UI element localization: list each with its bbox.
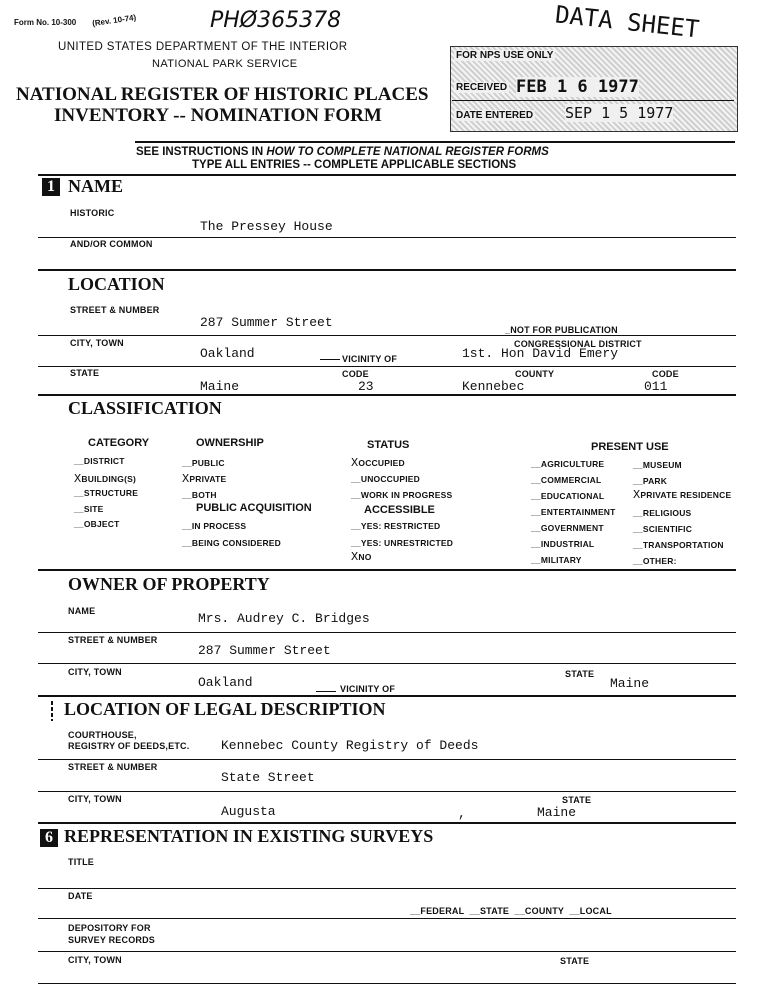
use-scientific: __SCIENTIFIC: [633, 524, 693, 534]
owner-name-value: Mrs. Audrey C. Bridges: [198, 611, 370, 626]
category-district: __DISTRICT: [74, 456, 125, 466]
status-heading: STATUS: [367, 439, 410, 451]
courthouse-label-1: COURTHOUSE,: [68, 730, 137, 740]
historic-label: HISTORIC: [70, 208, 115, 218]
data-sheet-stamp: DATA SHEET: [553, 0, 701, 44]
courthouse-rule: [38, 759, 736, 760]
x-mark: X: [74, 472, 82, 486]
use-agriculture: __AGRICULTURE: [531, 459, 605, 469]
margin-mark: [51, 701, 53, 721]
survey-levels: __FEDERAL __STATE __COUNTY __LOCAL: [410, 906, 612, 916]
ownership-private-label: PRIVATE: [189, 474, 227, 484]
instructions-italic: HOW TO COMPLETE NATIONAL REGISTER FORMS: [266, 146, 549, 158]
use-other: __OTHER:: [633, 556, 677, 566]
handwritten-id: PHØ365378: [210, 8, 342, 33]
category-heading: CATEGORY: [88, 437, 150, 449]
owner-name-label: NAME: [68, 606, 96, 616]
owner-state-label: STATE: [565, 669, 595, 679]
location-city-label: CITY, TOWN: [70, 338, 124, 348]
owner-vicinity-blank: [316, 691, 336, 692]
section5-top-rule: [38, 695, 736, 697]
instructions-line2: TYPE ALL ENTRIES -- COMPLETE APPLICABLE SECTIONS: [192, 159, 517, 171]
form-title-line2: INVENTORY -- NOMINATION FORM: [54, 105, 382, 126]
section1-title: NAME: [68, 176, 123, 196]
section3-title: CLASSIFICATION: [68, 398, 222, 418]
location-code-value: 23: [358, 379, 374, 394]
category-site: __SITE: [74, 504, 104, 514]
location-street-rule: [38, 335, 736, 336]
use-private-residence: [633, 488, 731, 502]
date-entered-stamp: SEP 1 5 1977: [565, 104, 674, 122]
legal-state-value: Maine: [537, 805, 577, 820]
instructions-prefix: SEE INSTRUCTIONS IN: [136, 146, 267, 158]
location-code2-label: CODE: [652, 369, 679, 379]
status-work-in-progress: __WORK IN PROGRESS: [351, 490, 453, 500]
status-unoccupied: __UNOCCUPIED: [351, 474, 420, 484]
owner-name-rule: [38, 632, 736, 633]
courthouse-label-2: REGISTRY OF DEEDS,ETC.: [68, 741, 190, 751]
courthouse-value: Kennebec County Registry of Deeds: [221, 738, 479, 753]
accessible-restricted: __YES: RESTRICTED: [351, 521, 441, 531]
nps-use-label: FOR NPS USE ONLY: [456, 50, 554, 61]
survey-title-label: TITLE: [68, 857, 94, 867]
location-state-value: Maine: [200, 379, 240, 394]
legal-state-label: STATE: [562, 795, 592, 805]
category-structure: __STRUCTURE: [74, 488, 139, 498]
received-label: RECEIVED: [456, 82, 508, 93]
location-code2-value: 011: [644, 379, 668, 394]
owner-street-rule: [38, 663, 736, 664]
owner-street-value: 287 Summer Street: [198, 643, 331, 658]
survey-city-label: CITY, TOWN: [68, 955, 122, 965]
section6-title: REPRESENTATION IN EXISTING SURVEYS: [64, 826, 434, 846]
location-street-value: 287 Summer Street: [200, 315, 333, 330]
status-occupied: [351, 456, 405, 470]
section2-top-rule: [38, 269, 736, 271]
form-title-line1: NATIONAL REGISTER OF HISTORIC PLACES: [16, 84, 429, 105]
congressional-value: 1st. Hon David Emery: [462, 346, 619, 361]
received-underline: [452, 100, 734, 101]
received-stamp: FEB 1 6 1977: [516, 77, 639, 97]
section4-top-rule: [38, 569, 736, 571]
ownership-heading: OWNERSHIP: [196, 437, 264, 449]
congressional-label: CONGRESSIONAL DISTRICT: [514, 339, 642, 349]
survey-date-rule: [38, 918, 736, 919]
survey-state-label: STATE: [560, 956, 590, 966]
ownership-both: __BOTH: [182, 490, 217, 500]
owner-city-label: CITY, TOWN: [68, 667, 122, 677]
use-religious: __RELIGIOUS: [633, 508, 692, 518]
form-revision: (Rev. 10-74): [91, 12, 137, 29]
use-museum: __MUSEUM: [633, 460, 682, 470]
acquisition-heading: PUBLIC ACQUISITION: [196, 502, 312, 514]
legal-city-label: CITY, TOWN: [68, 794, 122, 804]
use-government: __GOVERNMENT: [531, 523, 604, 533]
use-industrial: __INDUSTRIAL: [531, 539, 595, 549]
accessible-no-label: NO: [358, 552, 372, 562]
service-name: NATIONAL PARK SERVICE: [152, 58, 298, 70]
category-object: __OBJECT: [74, 519, 120, 529]
agency-name: UNITED STATES DEPARTMENT OF THE INTERIOR: [58, 41, 348, 53]
owner-city-value: Oakland: [198, 675, 253, 690]
x-mark: X: [351, 456, 359, 470]
location-city-rule: [38, 366, 736, 367]
survey-date-label: DATE: [68, 891, 93, 901]
section1-number: 1: [42, 178, 60, 196]
header-rule: [135, 141, 735, 143]
owner-state-value: Maine: [610, 676, 650, 691]
depository-rule: [38, 951, 736, 952]
use-military: __MILITARY: [531, 555, 582, 565]
bottom-rule: [38, 983, 736, 984]
name-rule: [38, 237, 736, 238]
accessible-no: [351, 550, 372, 564]
ownership-public: __PUBLIC: [182, 458, 225, 468]
x-mark: X: [351, 550, 359, 564]
survey-title-rule: [38, 888, 736, 889]
vicinity-blank: [320, 359, 340, 360]
not-for-publication: _NOT FOR PUBLICATION: [505, 325, 618, 335]
use-entertainment: __ENTERTAINMENT: [531, 507, 616, 517]
legal-city-value: Augusta: [221, 804, 276, 819]
location-vicinity-label: VICINITY OF: [342, 354, 398, 364]
date-entered-label: DATE ENTERED: [456, 110, 534, 121]
legal-street-rule: [38, 791, 736, 792]
section1-top-rule: [38, 174, 736, 176]
use-park: __PARK: [633, 476, 668, 486]
legal-street-label: STREET & NUMBER: [68, 762, 158, 772]
section5-title: LOCATION OF LEGAL DESCRIPTION: [64, 699, 386, 719]
category-building: [74, 472, 136, 486]
present-use-heading: PRESENT USE: [591, 441, 669, 453]
owner-street-label: STREET & NUMBER: [68, 635, 158, 645]
section4-title: OWNER OF PROPERTY: [68, 574, 270, 594]
ownership-private: [182, 472, 226, 486]
historic-value: The Pressey House: [200, 219, 333, 234]
depository-label-2: SURVEY RECORDS: [68, 935, 155, 945]
depository-label-1: DEPOSITORY FOR: [68, 923, 151, 933]
instructions-line1: [136, 146, 549, 158]
accessible-unrestricted: __YES: UNRESTRICTED: [351, 538, 454, 548]
use-commercial: __COMMERCIAL: [531, 475, 602, 485]
section6-number: 6: [40, 829, 58, 847]
status-occupied-label: OCCUPIED: [358, 458, 405, 468]
x-mark: X: [182, 472, 190, 486]
use-transportation: __TRANSPORTATION: [633, 540, 724, 550]
acquisition-considered: __BEING CONSIDERED: [182, 538, 282, 548]
common-label: AND/OR COMMON: [70, 239, 153, 249]
acquisition-in-process: __IN PROCESS: [182, 521, 247, 531]
section6-top-rule: [38, 822, 736, 824]
use-private-residence-label: PRIVATE RESIDENCE: [640, 490, 732, 500]
location-city-value: Oakland: [200, 346, 255, 361]
location-county-value: Kennebec: [462, 379, 525, 394]
location-code-label: CODE: [342, 369, 369, 379]
owner-vicinity-label: VICINITY OF: [340, 684, 396, 694]
location-state-label: STATE: [70, 368, 100, 378]
legal-comma: ,: [458, 806, 466, 821]
legal-street-value: State Street: [221, 770, 315, 785]
section3-top-rule: [38, 394, 736, 396]
use-educational: __EDUCATIONAL: [531, 491, 605, 501]
x-mark: X: [633, 488, 641, 502]
category-building-label: BUILDING(S): [81, 474, 137, 484]
section2-title: LOCATION: [68, 274, 165, 294]
location-street-label: STREET & NUMBER: [70, 305, 160, 315]
form-number: Form No. 10-300: [14, 18, 77, 27]
location-county-label: COUNTY: [515, 369, 555, 379]
accessible-heading: ACCESSIBLE: [364, 504, 435, 516]
